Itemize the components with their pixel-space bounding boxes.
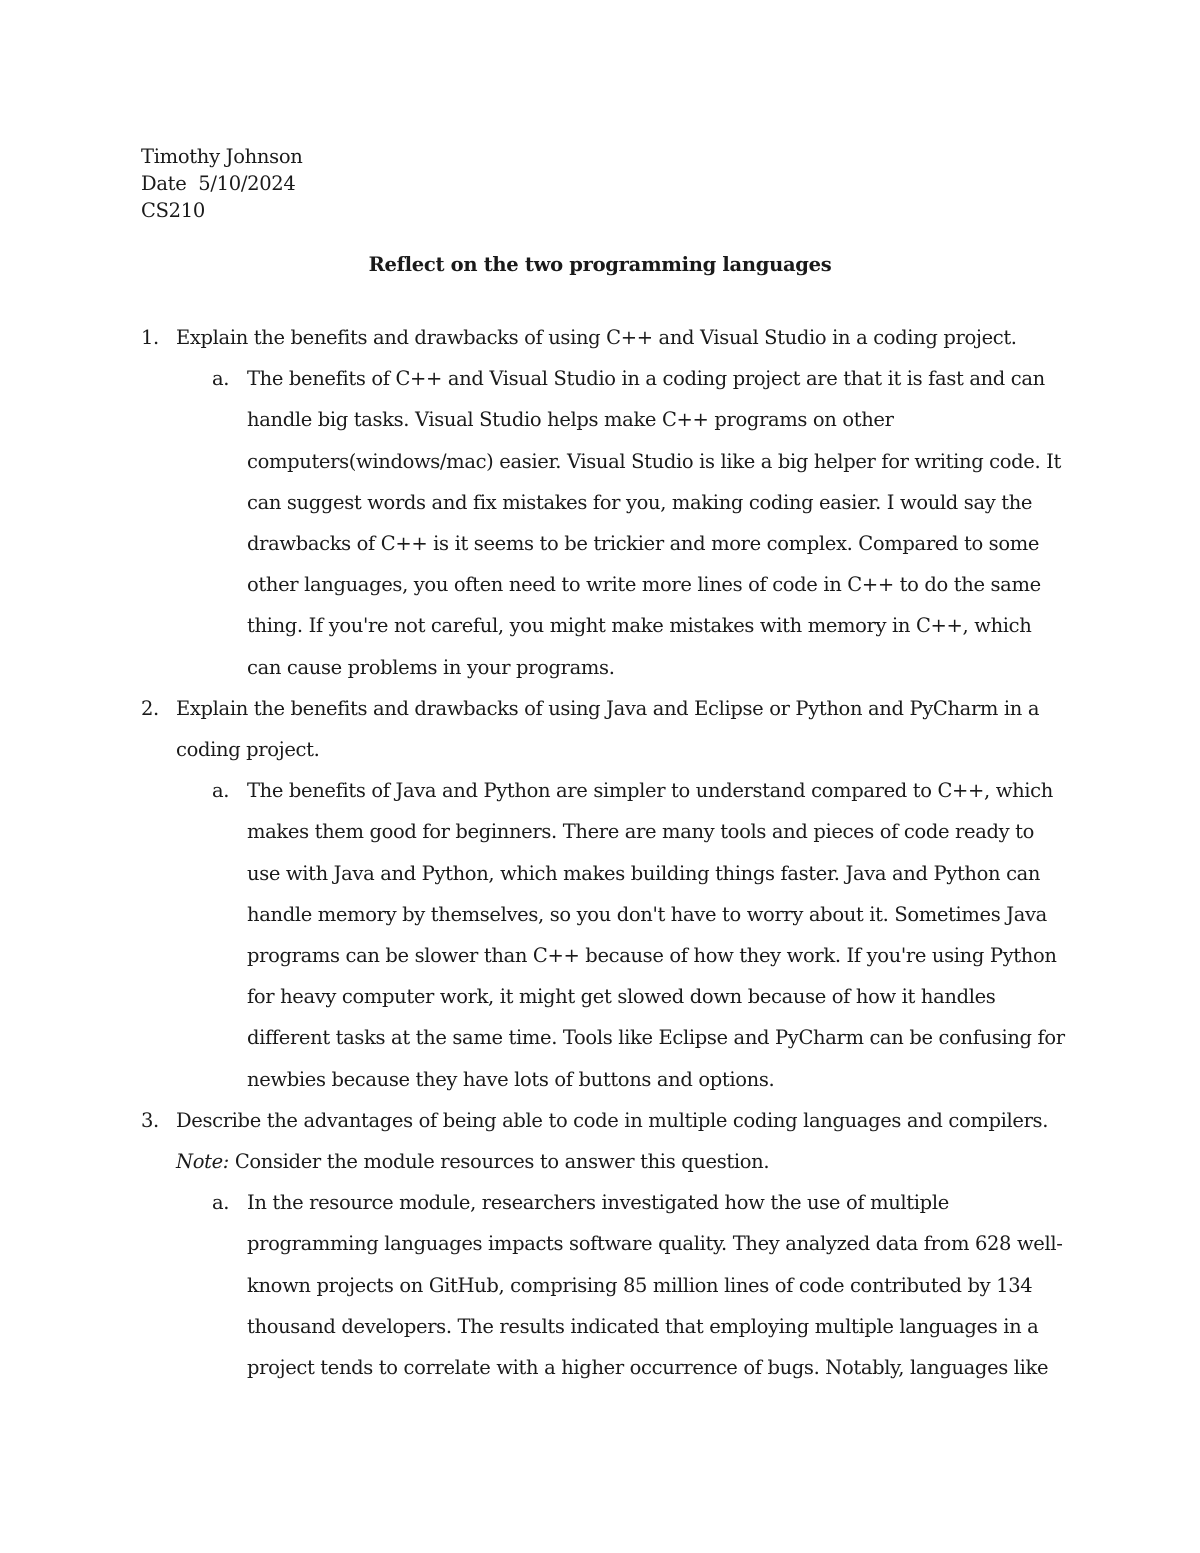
note-label: Note: [176, 1150, 229, 1174]
document-title: Reflect on the two programming languages [368, 253, 832, 276]
question-text-start: Describe the advantages of being able to code in multiple coding languages and compilers. [176, 1108, 1049, 1132]
answer-1a [176, 358, 1071, 688]
course-code: CS210 [141, 199, 205, 222]
question-list [141, 317, 1071, 1388]
question-3 [141, 1100, 1071, 1182]
question-2 [141, 688, 1071, 770]
question-1 [141, 317, 1071, 358]
question-text: Explain the benefits and drawbacks of using C++ and Visual Studio in a coding project. [176, 326, 1017, 349]
question-text: Explain the benefits and drawbacks of using Java and Eclipse or Python and PyCharm in a coding project. [176, 696, 1040, 762]
answer-text: The benefits of Java and Python are simpler to understand compared to C++, which makes them good for beginners. There are many tools and pieces of code ready to use with Java and Python, which makes building things faster. Java and Python can handle memory by themselves, so you don't have to worry about it. Sometimes Java programs can be slower than C++ because of how they work. If you're using Python for heavy computer work, it might get slowed down because of how it handles different tasks at the same time. Tools like Eclipse and PyCharm can be confusing for newbies because they have lots of buttons and options. [247, 779, 1065, 1091]
answer-3a [176, 1182, 1071, 1388]
answer-letter: a. [212, 367, 230, 391]
answer-text: In the resource module, researchers investigated how the use of multiple programming languages impacts software quality. They analyzed data from 628 well-known projects on GitHub, comprising 85 million lines of code contributed by 134 thousand developers. The results indicated that employing multiple languages in a project tends to correlate with a higher occurrence of bugs. Notably, languages like [247, 1191, 1063, 1380]
answer-text: The benefits of C++ and Visual Studio in a coding project are that it is fast and can handle big tasks. Visual Studio helps make C++ programs on other computers(windows/mac) easier. Visual Studio is like a big helper for writing code. It can suggest words and fix mistakes for you, making coding easier. I would say the drawbacks of C++ is it seems to be trickier and more complex. Compared to some other languages, you often need to write more lines of code in C++ to do the same thing. If you're not careful, you might make mistakes with memory in C++, which can cause problems in your programs. [247, 367, 1061, 679]
question-text-end: Consider the module resources to answer this question. [229, 1150, 770, 1174]
document-header [141, 143, 303, 224]
question-number: 3. [141, 1108, 159, 1132]
answer-letter: a. [212, 1191, 230, 1215]
question-number: 1. [141, 326, 159, 349]
answer-2a [176, 770, 1071, 1100]
document-date: Date 5/10/2024 [141, 172, 296, 195]
author-name: Timothy Johnson [141, 145, 303, 168]
question-number: 2. [141, 696, 159, 720]
answer-letter: a. [212, 779, 230, 803]
